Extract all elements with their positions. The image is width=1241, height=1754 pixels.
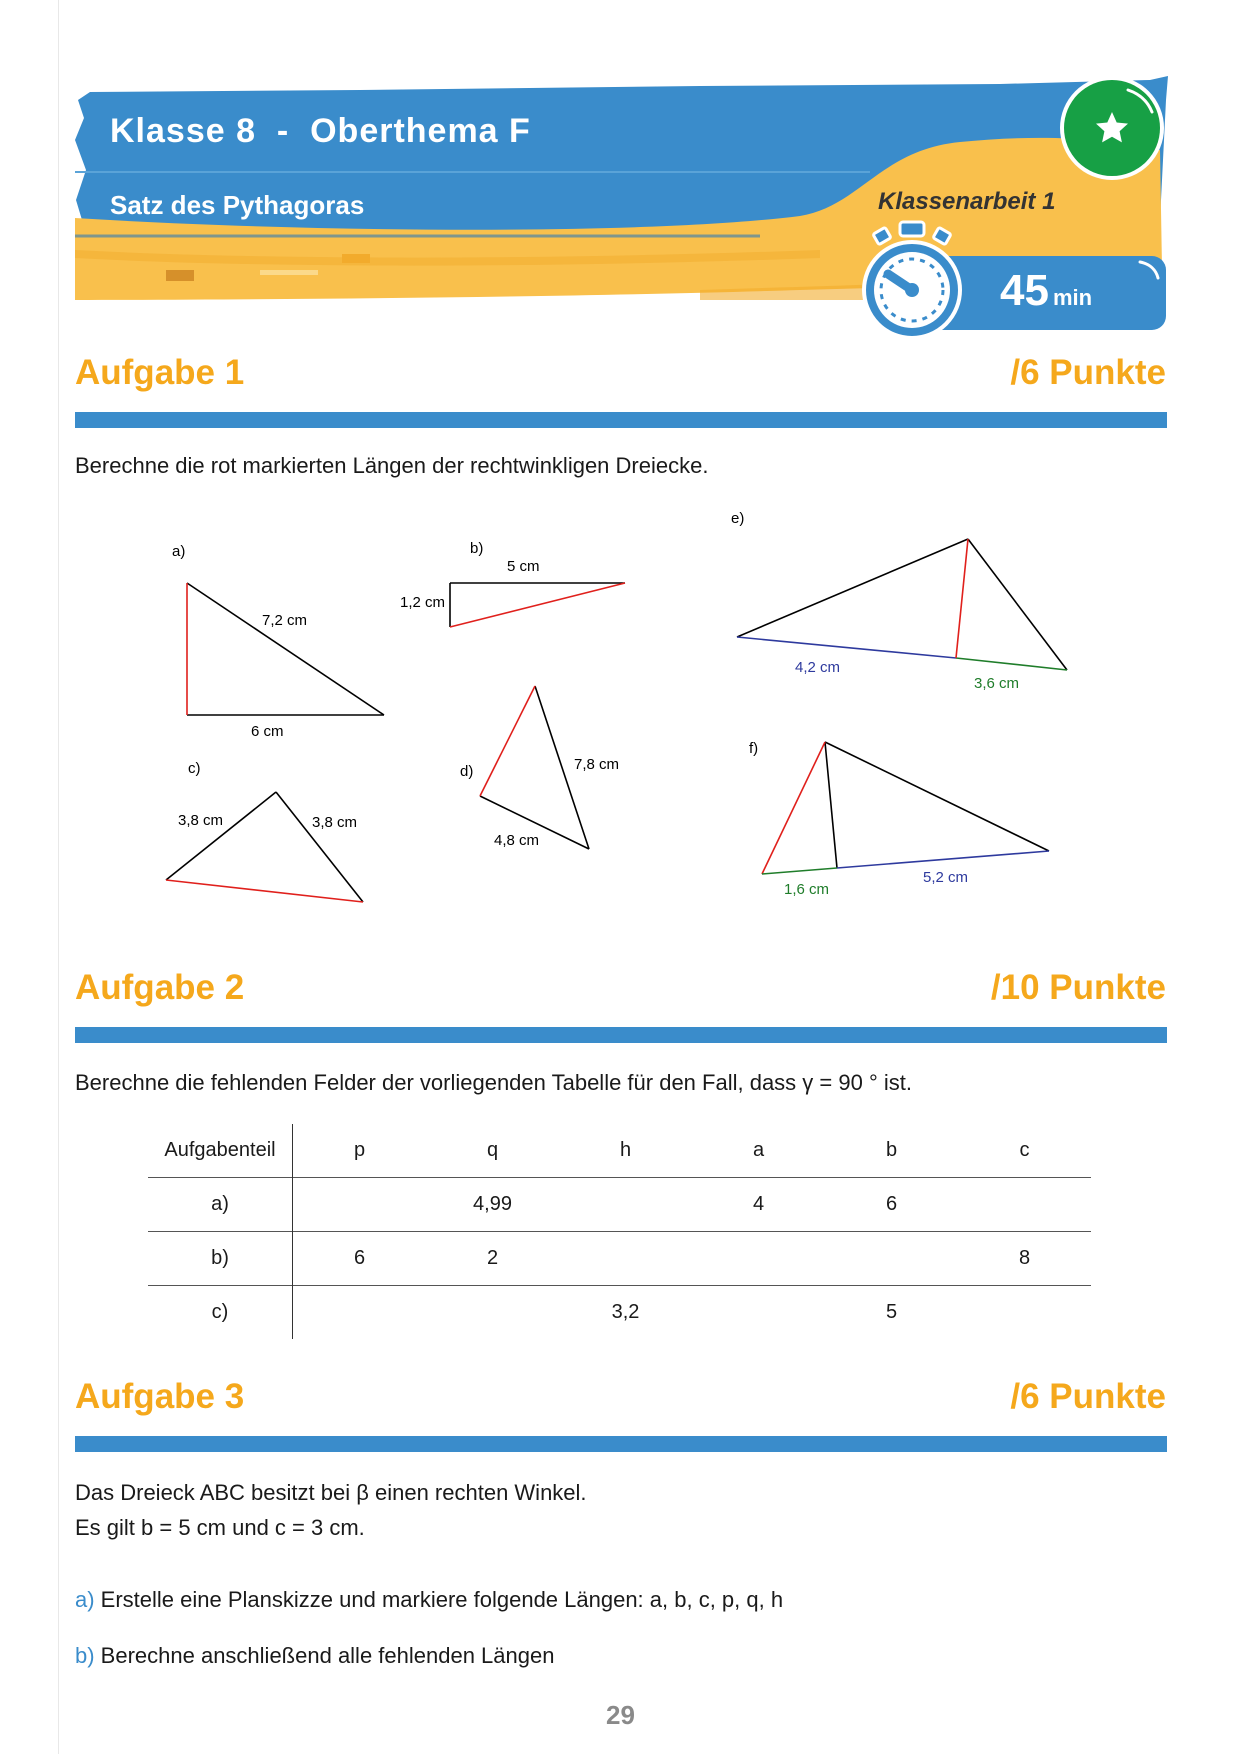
table-cell [426, 1286, 559, 1340]
task2-title: Aufgabe 2 [75, 968, 245, 1007]
figure-f [749, 740, 1049, 898]
table-cell: c) [148, 1286, 293, 1340]
table-cell [559, 1232, 692, 1286]
table-cell [692, 1286, 825, 1340]
table-cell: 2 [426, 1232, 559, 1286]
table-cell: 4,99 [426, 1178, 559, 1232]
table-header: a [752, 1139, 765, 1161]
table-header: Aufgabenteil [148, 1124, 293, 1178]
table-cell: 6 [293, 1232, 427, 1286]
figure-f-label: f) [749, 740, 759, 757]
table-header: b [885, 1139, 898, 1161]
task3-line1: Das Dreieck ABC besitzt bei β einen rechten Winkel. [75, 1480, 587, 1505]
table-header-row [148, 1124, 1091, 1178]
task1-points: /6 Punkte [1010, 353, 1166, 392]
task3-points: /6 Punkte [1010, 1377, 1166, 1416]
table-cell [692, 1232, 825, 1286]
duration-unit: min [1052, 285, 1093, 310]
duration [1000, 266, 1092, 316]
table-cell: 5 [825, 1286, 958, 1340]
figure-c-label: c) [188, 760, 201, 777]
figure-d [460, 686, 619, 849]
exam-label: Klassenarbeit 1 [878, 188, 1056, 215]
figure-a [172, 543, 384, 740]
table-cell [958, 1286, 1091, 1340]
task1-title: Aufgabe 1 [75, 353, 245, 392]
task3-part-b-text: Berechne anschließend alle fehlenden Längen [94, 1643, 555, 1668]
task2-instruction: Berechne die fehlenden Felder der vorliegenden Tabelle für den Fall, dass γ = 90 ° ist. [75, 1070, 912, 1095]
table-cell [559, 1178, 692, 1232]
table-cell [958, 1178, 1091, 1232]
table-header: q [486, 1139, 499, 1161]
figure-f-p: 5,2 cm [923, 869, 969, 886]
task1-divider [75, 412, 1167, 428]
duration-value: 45 [1000, 266, 1049, 315]
table-cell: 8 [958, 1232, 1091, 1286]
task3-line2: Es gilt b = 5 cm und c = 3 cm. [75, 1515, 365, 1540]
header-subtitle: Satz des Pythagoras [110, 190, 365, 220]
task3-divider [75, 1436, 1167, 1452]
table-row [148, 1286, 1091, 1340]
task2-divider [75, 1027, 1167, 1043]
task3-title: Aufgabe 3 [75, 1377, 245, 1416]
figure-d-bottom: 4,8 cm [494, 832, 540, 849]
task3-part-b [75, 1643, 554, 1669]
figure-b-side: 1,2 cm [400, 594, 446, 611]
figure-b-label: b) [470, 540, 484, 557]
table-cell: 3,2 [559, 1286, 692, 1340]
figure-a-base: 6 cm [251, 723, 284, 740]
figure-b-top: 5 cm [507, 558, 540, 575]
figure-b [400, 540, 625, 627]
table-cell: 6 [825, 1178, 958, 1232]
task3-part-a-label: a) [75, 1587, 95, 1612]
figure-d-right: 7,8 cm [574, 756, 620, 773]
table-cell [293, 1178, 427, 1232]
figure-c-left: 3,8 cm [178, 812, 224, 829]
figure-c-right: 3,8 cm [312, 814, 358, 831]
table-cell: b) [148, 1232, 293, 1286]
table-cell [293, 1286, 427, 1340]
table-header: h [619, 1139, 632, 1161]
task1-instruction: Berechne die rot markierten Längen der rechtwinkligen Dreiecke. [75, 453, 709, 478]
task3-part-a [75, 1587, 783, 1613]
task3-part-a-text: Erstelle eine Planskizze und markiere folgende Längen: a, b, c, p, q, h [94, 1587, 784, 1612]
table-row [148, 1178, 1091, 1232]
task3-part-b-label: b) [75, 1643, 95, 1668]
page-number: 29 [606, 1700, 635, 1730]
figure-e-q: 3,6 cm [974, 675, 1020, 692]
table-header: p [353, 1139, 366, 1161]
table-header: c [1019, 1139, 1030, 1161]
triangle-figures [0, 500, 1241, 920]
table-cell: a) [148, 1178, 293, 1232]
figure-e-label: e) [731, 510, 745, 527]
figure-a-hyp: 7,2 cm [262, 612, 308, 629]
table-row [148, 1232, 1091, 1286]
figure-f-q: 1,6 cm [784, 881, 830, 898]
figure-d-label: d) [460, 763, 474, 780]
figure-e [731, 510, 1067, 692]
star-badge-icon [1060, 76, 1164, 180]
figure-e-p: 4,2 cm [795, 659, 841, 676]
table-cell [825, 1232, 958, 1286]
data-table [148, 1124, 1091, 1339]
header-title: Klasse 8 - Oberthema F [110, 112, 531, 150]
table-cell: 4 [692, 1178, 825, 1232]
figure-c [166, 760, 363, 902]
task2-points: /10 Punkte [990, 968, 1166, 1007]
figure-a-label: a) [172, 543, 186, 560]
